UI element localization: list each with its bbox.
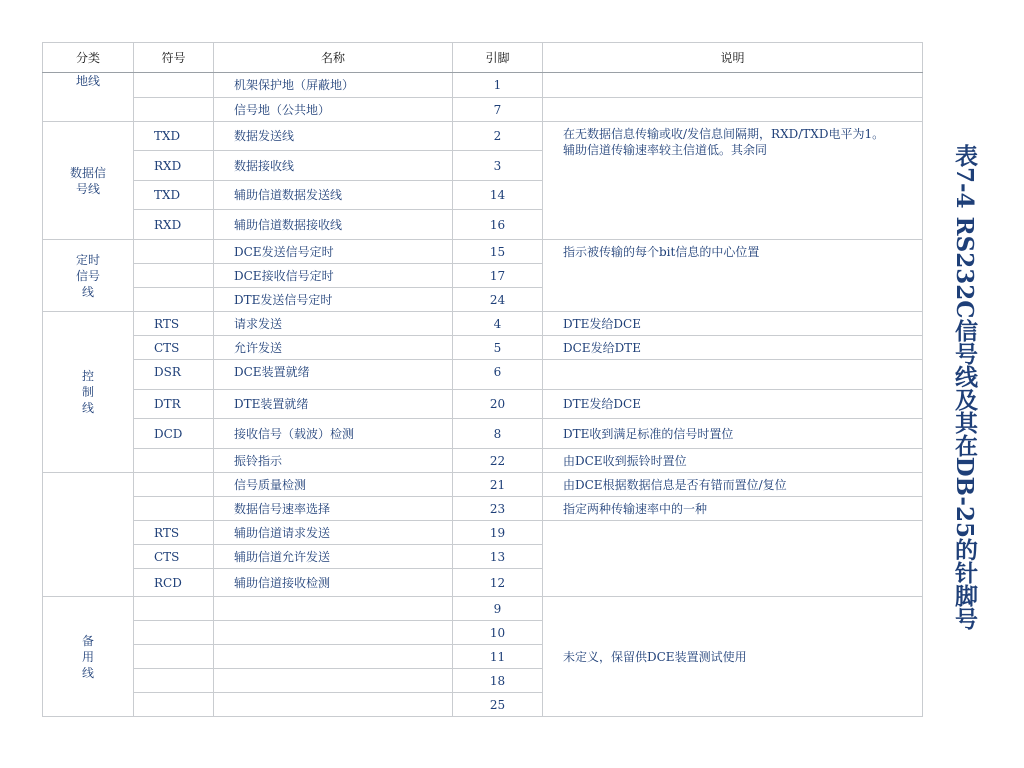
table-row xyxy=(43,419,923,449)
pin-cell: 18 xyxy=(453,669,543,693)
table-row xyxy=(43,521,923,545)
name-cell xyxy=(214,621,453,645)
name-cell xyxy=(214,597,453,621)
name-cell: 数据信号速率选择 xyxy=(214,497,453,521)
table-row xyxy=(43,122,923,151)
pin-cell: 1 xyxy=(453,73,543,98)
pin-cell: 5 xyxy=(453,336,543,360)
header-symbol: 符号 xyxy=(134,43,214,73)
symbol-cell xyxy=(134,645,214,669)
pin-cell: 15 xyxy=(453,240,543,264)
desc-cell: DTE发给DCE xyxy=(543,390,923,419)
pin-cell: 11 xyxy=(453,645,543,669)
symbol-cell xyxy=(134,240,214,264)
desc-cell xyxy=(543,360,923,390)
symbol-cell xyxy=(134,621,214,645)
symbol-cell xyxy=(134,597,214,621)
pin-cell: 24 xyxy=(453,288,543,312)
name-cell: 允许发送 xyxy=(214,336,453,360)
page-title: 表7-4 RS232C信号线及其在DB-25的针脚号 xyxy=(951,144,978,630)
table-row xyxy=(43,98,923,122)
header-name: 名称 xyxy=(214,43,453,73)
pin-cell: 17 xyxy=(453,264,543,288)
name-cell: 数据接收线 xyxy=(214,151,453,181)
name-cell: 辅助信道数据接收线 xyxy=(214,210,453,240)
desc-cell: 未定义，保留供DCE装置测试使用 xyxy=(543,597,923,717)
pin-cell: 2 xyxy=(453,122,543,151)
category-cell: 备 用 线 xyxy=(43,597,134,717)
desc-cell: DCE发给DTE xyxy=(543,336,923,360)
pin-cell: 22 xyxy=(453,449,543,473)
symbol-cell xyxy=(134,288,214,312)
pin-cell: 25 xyxy=(453,693,543,717)
category-cell: 地线 xyxy=(43,73,134,122)
symbol-cell: DSR xyxy=(134,360,214,390)
name-cell xyxy=(214,669,453,693)
table-row xyxy=(43,597,923,621)
symbol-cell xyxy=(134,264,214,288)
desc-cell-empty xyxy=(543,521,923,597)
name-cell: 辅助信道数据发送线 xyxy=(214,181,453,210)
name-cell: 请求发送 xyxy=(214,312,453,336)
name-cell: 信号地（公共地） xyxy=(214,98,453,122)
pin-cell: 16 xyxy=(453,210,543,240)
table-row xyxy=(43,497,923,521)
name-cell: 辅助信道接收检测 xyxy=(214,569,453,597)
desc-cell xyxy=(543,73,923,98)
name-cell: 辅助信道允许发送 xyxy=(214,545,453,569)
symbol-cell: RTS xyxy=(134,312,214,336)
name-cell: 接收信号（载波）检测 xyxy=(214,419,453,449)
header-category: 分类 xyxy=(43,43,134,73)
symbol-cell xyxy=(134,473,214,497)
table-row xyxy=(43,336,923,360)
symbol-cell: RXD xyxy=(134,210,214,240)
table-row xyxy=(43,449,923,473)
pin-cell: 12 xyxy=(453,569,543,597)
category-cell: 数据信 号线 xyxy=(43,122,134,240)
symbol-cell: TXD xyxy=(134,181,214,210)
desc-cell: 指定两种传输速率中的一种 xyxy=(543,497,923,521)
symbol-cell: DTR xyxy=(134,390,214,419)
name-cell: DTE装置就绪 xyxy=(214,390,453,419)
category-cell: 控 制 线 xyxy=(43,312,134,473)
name-cell: 数据发送线 xyxy=(214,122,453,151)
table-row xyxy=(43,390,923,419)
desc-cell: DTE发给DCE xyxy=(543,312,923,336)
name-cell xyxy=(214,693,453,717)
pin-cell: 10 xyxy=(453,621,543,645)
table-row xyxy=(43,312,923,336)
rs232-signal-table xyxy=(42,42,923,717)
pin-cell: 7 xyxy=(453,98,543,122)
pin-cell: 19 xyxy=(453,521,543,545)
symbol-cell xyxy=(134,669,214,693)
symbol-cell xyxy=(134,497,214,521)
symbol-cell xyxy=(134,98,214,122)
symbol-cell xyxy=(134,449,214,473)
pin-cell: 21 xyxy=(453,473,543,497)
name-cell: DCE发送信号定时 xyxy=(214,240,453,264)
pin-cell: 8 xyxy=(453,419,543,449)
symbol-cell: RCD xyxy=(134,569,214,597)
desc-cell: 指示被传输的每个bit信息的中心位置 xyxy=(543,240,923,312)
name-cell: DCE接收信号定时 xyxy=(214,264,453,288)
pin-cell: 20 xyxy=(453,390,543,419)
table-row xyxy=(43,73,923,98)
name-cell: 信号质量检测 xyxy=(214,473,453,497)
symbol-cell: RTS xyxy=(134,521,214,545)
symbol-cell xyxy=(134,73,214,98)
symbol-cell: DCD xyxy=(134,419,214,449)
category-cell: 定时 信号 线 xyxy=(43,240,134,312)
table-row xyxy=(43,360,923,390)
desc-cell: 由DCE收到振铃时置位 xyxy=(543,449,923,473)
name-cell: 机架保护地（屏蔽地） xyxy=(214,73,453,98)
header-description: 说明 xyxy=(543,43,923,73)
pin-cell: 9 xyxy=(453,597,543,621)
pin-cell: 14 xyxy=(453,181,543,210)
desc-cell: 在无数据信息传输或收/发信息间隔期，RXD/TXD电平为1。 辅助信道传输速率较主信道低。其余同 xyxy=(543,122,923,240)
category-cell xyxy=(43,473,134,597)
desc-cell xyxy=(543,98,923,122)
desc-cell: DTE收到满足标准的信号时置位 xyxy=(543,419,923,449)
pin-cell: 4 xyxy=(453,312,543,336)
header-pin: 引脚 xyxy=(453,43,543,73)
pin-cell: 23 xyxy=(453,497,543,521)
desc-cell: 由DCE根据数据信息是否有错而置位/复位 xyxy=(543,473,923,497)
table-row xyxy=(43,473,923,497)
name-cell: 辅助信道请求发送 xyxy=(214,521,453,545)
name-cell xyxy=(214,645,453,669)
table-header-row xyxy=(43,43,923,73)
pin-cell: 6 xyxy=(453,360,543,390)
symbol-cell: CTS xyxy=(134,545,214,569)
table-row xyxy=(43,240,923,264)
name-cell: DTE发送信号定时 xyxy=(214,288,453,312)
name-cell: DCE装置就绪 xyxy=(214,360,453,390)
symbol-cell: CTS xyxy=(134,336,214,360)
name-cell: 振铃指示 xyxy=(214,449,453,473)
symbol-cell xyxy=(134,693,214,717)
pin-cell: 3 xyxy=(453,151,543,181)
symbol-cell: RXD xyxy=(134,151,214,181)
pin-cell: 13 xyxy=(453,545,543,569)
symbol-cell: TXD xyxy=(134,122,214,151)
